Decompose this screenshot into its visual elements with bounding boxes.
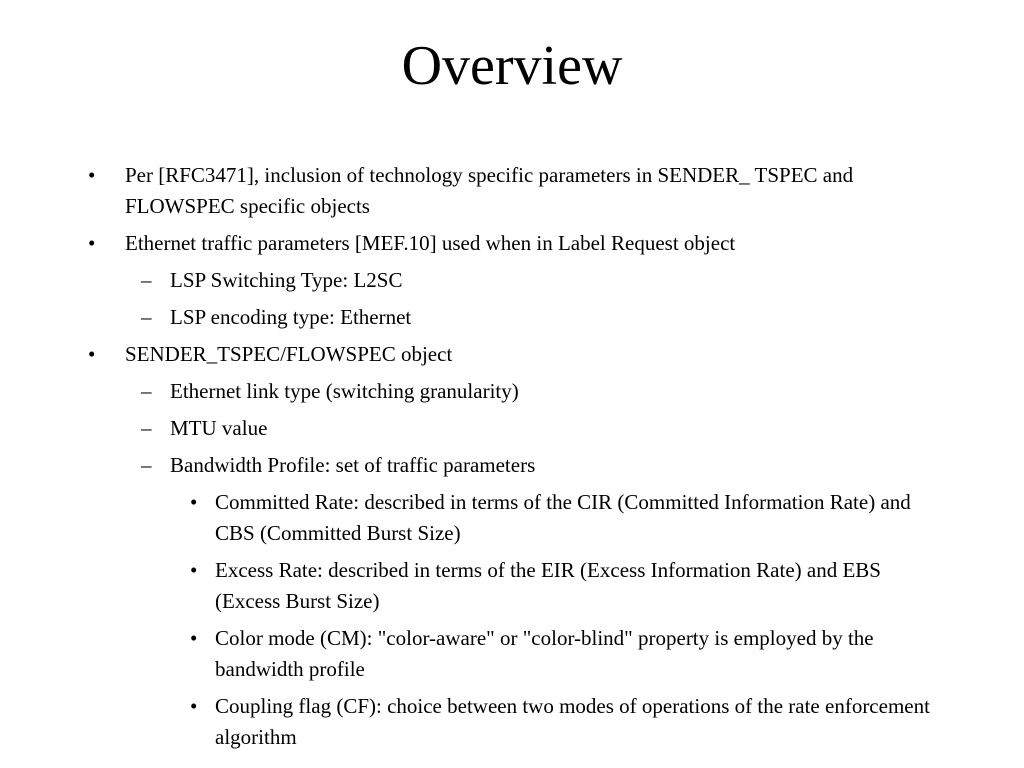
bullet-list xyxy=(0,160,1024,759)
list-item xyxy=(0,160,905,222)
list-item xyxy=(0,228,905,259)
list-item-text: LSP encoding type: Ethernet xyxy=(170,305,412,329)
list-item-text: Bandwidth Profile: set of traffic parameters xyxy=(170,453,536,477)
list-item xyxy=(0,339,905,370)
list-item xyxy=(0,691,940,753)
list-item-text: LSP Switching Type: L2SC xyxy=(170,268,403,292)
bullet-marker: • xyxy=(190,694,198,718)
dash-marker: – xyxy=(141,379,152,403)
list-item xyxy=(0,623,940,685)
bullet-marker: • xyxy=(88,231,96,255)
list-item-text: Committed Rate: described in terms of the CIR (Committed Information Rate) and CBS (Committed Burst Size) xyxy=(215,490,911,545)
bullet-marker: • xyxy=(88,163,96,187)
bullet-marker: • xyxy=(190,626,198,650)
list-item-text: Coupling flag (CF): choice between two modes of operations of the rate enforcement algorithm xyxy=(215,694,930,749)
list-item xyxy=(0,555,940,617)
list-item xyxy=(0,265,930,296)
list-item xyxy=(0,302,930,333)
dash-marker: – xyxy=(141,453,152,477)
list-item-text: Ethernet link type (switching granularity) xyxy=(170,379,519,403)
dash-marker: – xyxy=(141,305,152,329)
list-item-text: SENDER_TSPEC/FLOWSPEC object xyxy=(125,342,453,366)
list-item-text: MTU value xyxy=(170,416,268,440)
bullet-marker: • xyxy=(88,342,96,366)
dash-marker: – xyxy=(141,416,152,440)
list-item-text: Per [RFC3471], inclusion of technology specific parameters in SENDER_ TSPEC and FLOWSPEC specific objects xyxy=(125,163,854,218)
list-item xyxy=(0,376,930,407)
list-item-text: Excess Rate: described in terms of the EIR (Excess Information Rate) and EBS (Excess Burst Size) xyxy=(215,558,881,613)
bullet-marker: • xyxy=(190,490,198,514)
list-item xyxy=(0,413,930,444)
list-item-text: Color mode (CM): "color-aware" or "color-blind" property is employed by the bandwidth profile xyxy=(215,626,874,681)
list-item xyxy=(0,487,940,549)
list-item-text: Ethernet traffic parameters [MEF.10] used when in Label Request object xyxy=(125,231,736,255)
dash-marker: – xyxy=(141,268,152,292)
list-item xyxy=(0,450,930,481)
bullet-marker: • xyxy=(190,558,198,582)
slide-title: Overview xyxy=(401,35,623,97)
